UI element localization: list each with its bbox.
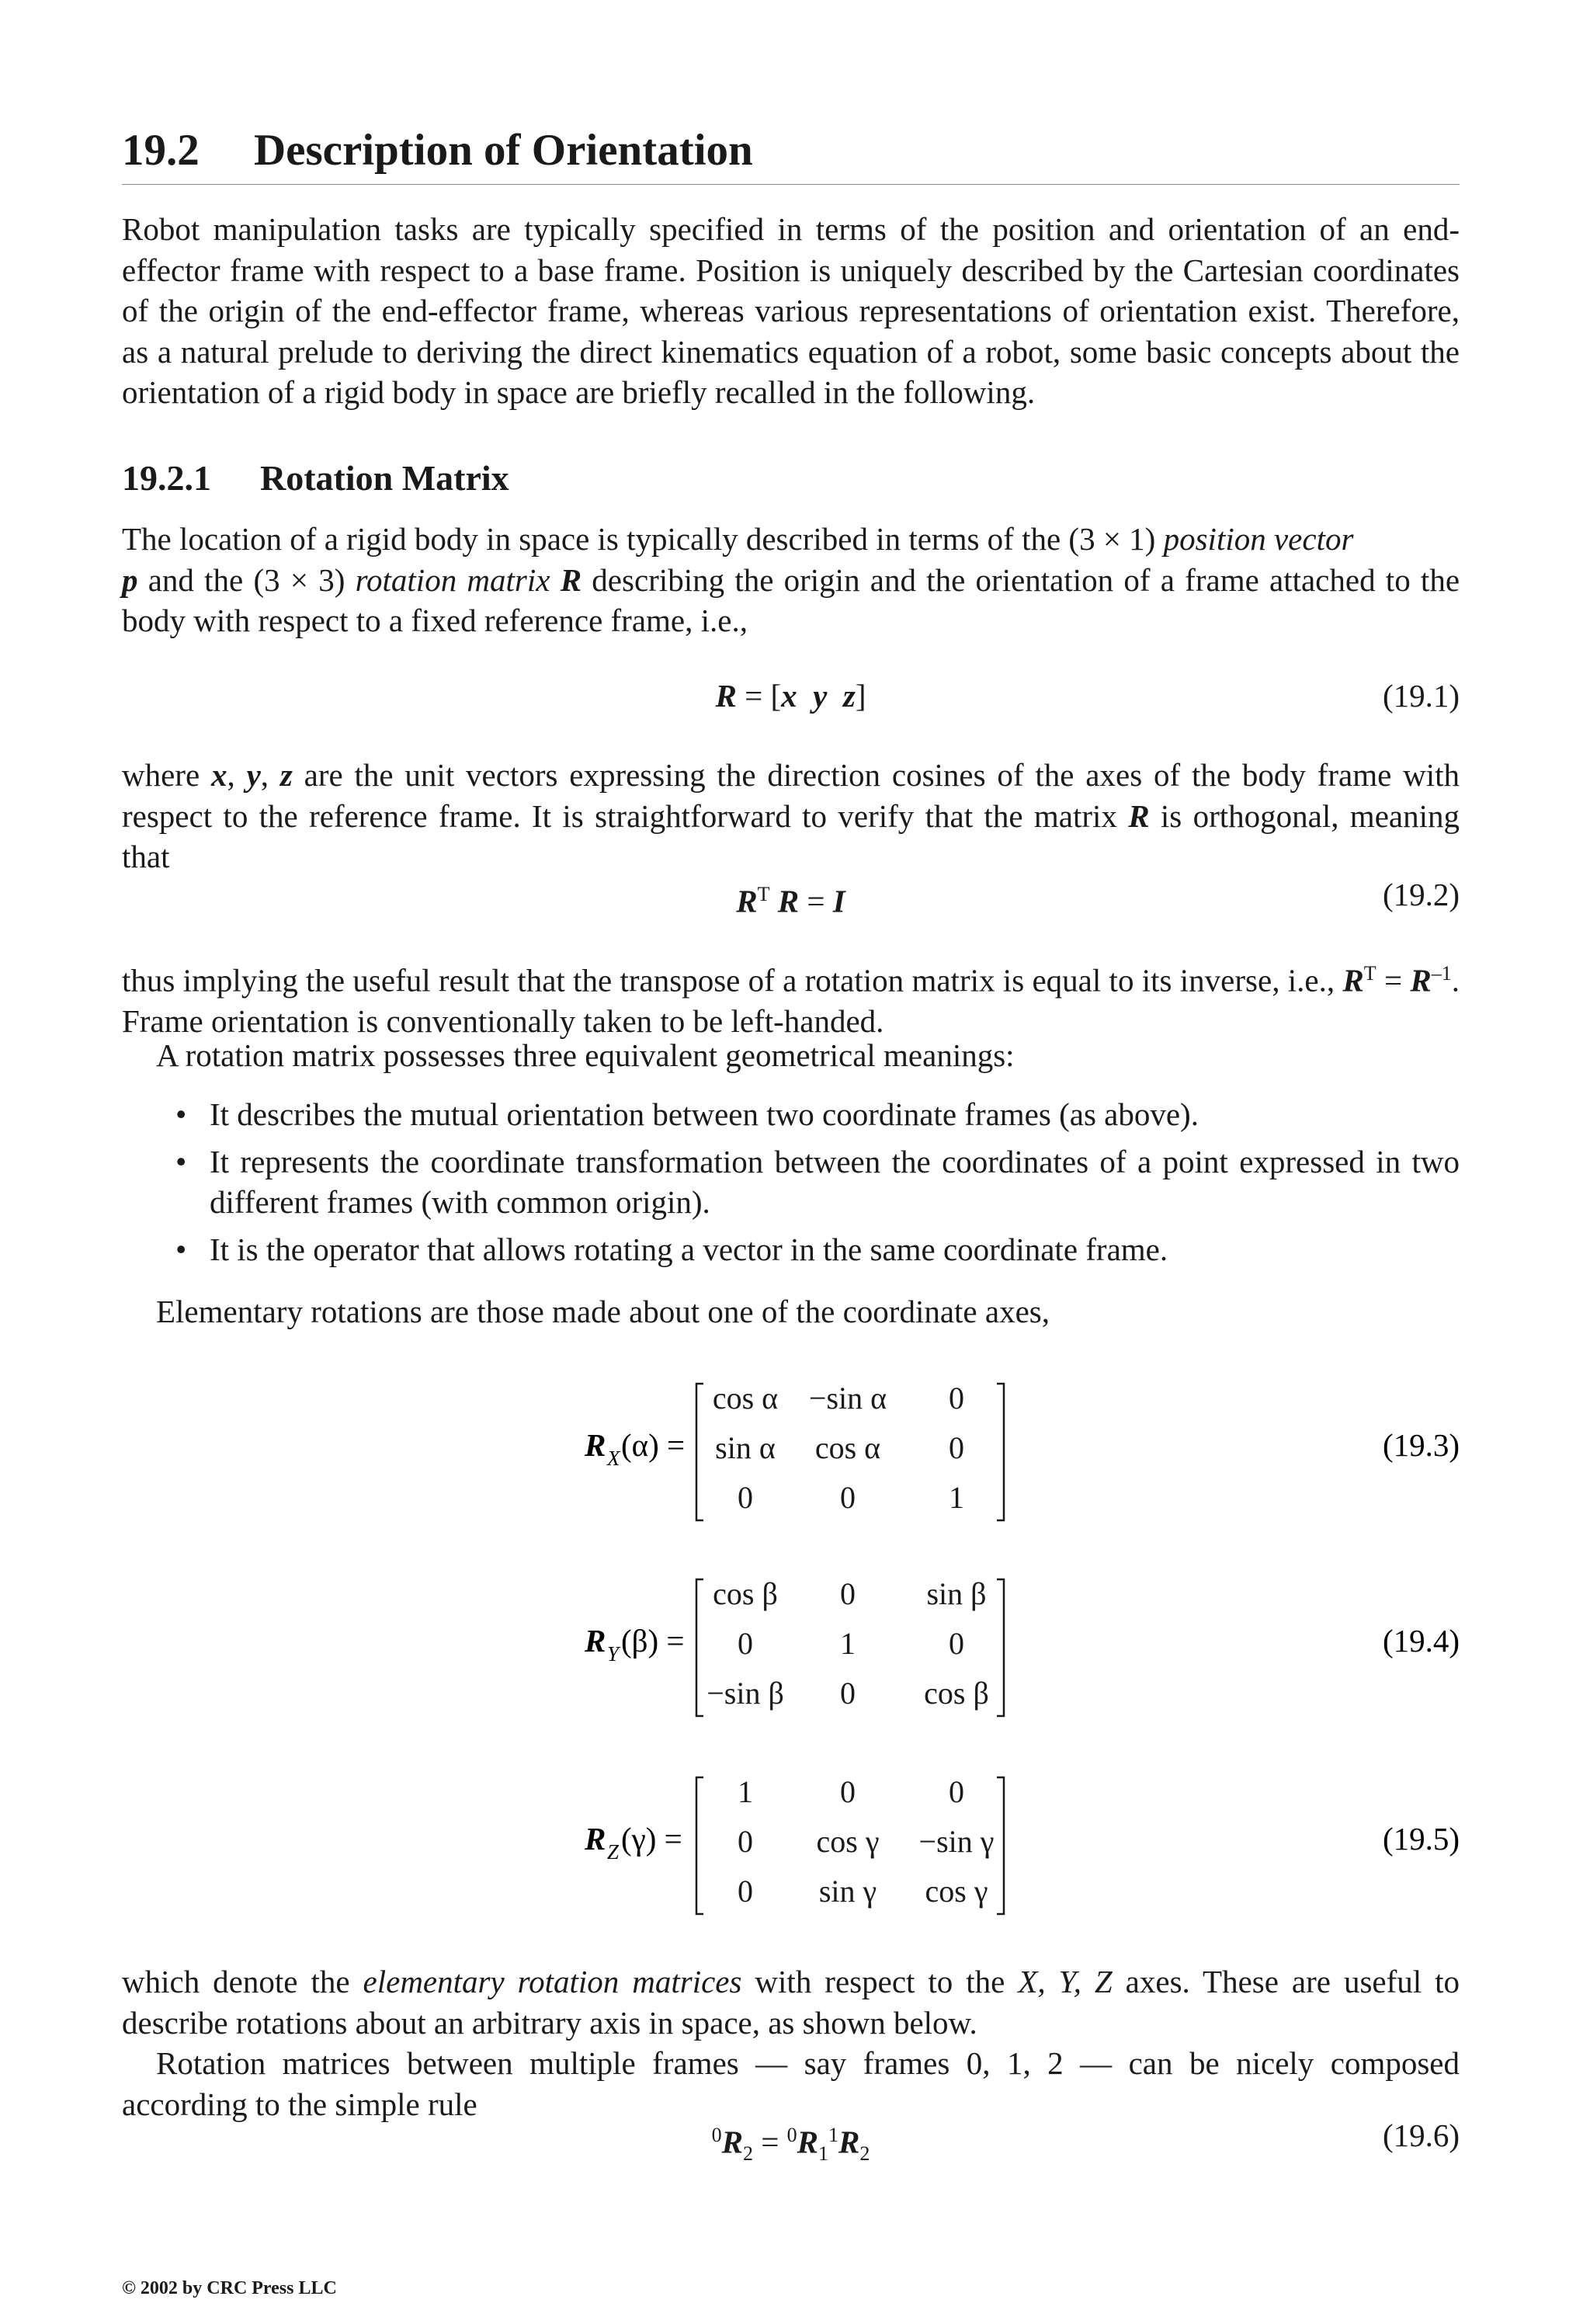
matrix-cell: −sin α xyxy=(808,1381,887,1416)
p2-text-b: are the unit vectors expressing the direction cosines of the axes of the body frame with respect to the reference frame. It is straightforward to verify that the matrix xyxy=(122,757,1460,834)
equation-number: (19.4) xyxy=(1382,1623,1460,1659)
eq2-T: T xyxy=(757,883,770,905)
eq2-R: R xyxy=(736,883,758,919)
matrix-cell: 0 xyxy=(949,1430,964,1465)
p2-sep1: , xyxy=(227,757,247,793)
paragraph-meanings: A rotation matrix possesses three equivalent geometrical meanings: xyxy=(156,1037,1015,1073)
matrix-cell: 0 xyxy=(738,1480,753,1515)
matrix-cell: 1 xyxy=(738,1774,753,1809)
eq6-sub1: 1 xyxy=(818,2142,828,2165)
section-title: Description of Orientation xyxy=(254,126,753,175)
p3-T: T xyxy=(1363,962,1376,985)
eq1-x: x xyxy=(781,678,797,714)
p3-inv: –1 xyxy=(1431,962,1452,985)
matrix-cell: 0 xyxy=(738,1626,753,1661)
eq6-sup1: 1 xyxy=(828,2124,838,2146)
section-number: 19.2 xyxy=(122,126,200,175)
matrix-cell: 0 xyxy=(949,1381,964,1416)
eq6-sup0a: 0 xyxy=(711,2124,722,2146)
matrix-cell: 0 xyxy=(840,1480,856,1515)
bullet-icon: • xyxy=(175,1143,187,1179)
eq1-lhs: R xyxy=(715,678,737,714)
eq2-I: I xyxy=(832,883,845,919)
matrix-subscript: Z xyxy=(607,1840,620,1864)
symbol-y: y xyxy=(246,757,261,793)
right-bracket xyxy=(997,1384,1004,1520)
subsection-title: Rotation Matrix xyxy=(260,458,509,498)
p2-text-a: where xyxy=(122,757,211,793)
list-item xyxy=(122,1229,1460,1270)
eq6-R: R xyxy=(721,2124,743,2160)
matrix-cell: 0 xyxy=(949,1626,964,1661)
term-elementary-rotation-matrices: elementary rotation matrices xyxy=(363,1964,742,1999)
eq1-close: ] xyxy=(855,678,866,714)
eq6-eq: = xyxy=(753,2124,787,2160)
paragraph-denote xyxy=(122,1961,1460,2043)
eq6-sub2a: 2 xyxy=(743,2142,753,2165)
equation-19-3 xyxy=(122,1374,1460,1530)
symbol-R: R xyxy=(1128,797,1150,834)
p3-eq: = xyxy=(1376,962,1411,999)
equation-19-4 xyxy=(122,1570,1460,1725)
eq1-y: y xyxy=(813,678,828,714)
equation-19-5 xyxy=(122,1768,1460,1923)
matrix-cell: −sin β xyxy=(706,1676,784,1711)
bullet-text: It represents the coordinate transformation between the coordinates of a point expressed in two different frames (with common origin). xyxy=(210,1143,1460,1220)
bullet-icon: • xyxy=(175,1231,187,1267)
matrix-cell: 0 xyxy=(738,1874,753,1909)
symbol-R: R xyxy=(560,561,582,598)
list-item xyxy=(122,1141,1460,1223)
p2-sep2: , xyxy=(260,757,280,793)
matrix-cell: cos α xyxy=(712,1381,779,1416)
subsection-number: 19.2.1 xyxy=(122,458,211,498)
p6-text-a: which denote the xyxy=(122,1964,363,1999)
paragraph-location xyxy=(122,519,1460,641)
matrix-cell: 0 xyxy=(738,1824,753,1859)
list-item xyxy=(122,1094,1460,1135)
bullet-text: It describes the mutual orientation between two coordinate frames (as above). xyxy=(210,1096,1199,1132)
heading-rule xyxy=(122,184,1460,185)
eq6-sup0b: 0 xyxy=(786,2124,797,2146)
matrix-R: R xyxy=(585,1427,606,1463)
matrix-subscript: X xyxy=(607,1447,620,1470)
paragraph-elementary: Elementary rotations are those made about one of the coordinate axes, xyxy=(156,1294,1050,1329)
matrix-cell: 1 xyxy=(949,1480,964,1515)
matrix-argument: (α) = xyxy=(621,1427,686,1463)
left-bracket xyxy=(696,1579,703,1716)
left-bracket xyxy=(696,1384,703,1520)
equation-19-6-body xyxy=(122,2115,1460,2174)
matrix-R: R xyxy=(585,1623,606,1659)
matrix-cell: −sin γ xyxy=(918,1824,995,1859)
p3-R-inv: R xyxy=(1410,962,1432,999)
matrix-cell: 1 xyxy=(840,1626,856,1661)
left-bracket xyxy=(696,1777,703,1914)
equation-number: (19.5) xyxy=(1382,1821,1460,1857)
matrix-cell: cos β xyxy=(924,1676,989,1711)
matrix-cell: cos α xyxy=(814,1430,881,1465)
eq1-open: = [ xyxy=(736,678,782,714)
p1-text-d: and the (3 × 3) xyxy=(137,561,356,598)
intro-paragraph: Robot manipulation tasks are typically specified in terms of the position and orientation of an end-effector frame with respect to a base frame. Position is uniquely described by the Cartesian coordinates of the origin of the end-effector frame, whereas various representations of orientation exist. Therefore, as a natural prelude to deriving the direct kinematics equation of a robot, some basic concepts about the orientation of a rigid body in space are briefly recalled in the following. xyxy=(122,211,1460,410)
equation-number: (19.3) xyxy=(1382,1427,1460,1463)
matrix-argument: (β) = xyxy=(621,1623,685,1659)
matrix-cell: cos β xyxy=(713,1576,778,1611)
eq6-R3: R xyxy=(838,2124,860,2160)
equation-number: (19.2) xyxy=(1382,877,1460,912)
paragraph-transpose xyxy=(122,954,1460,1042)
axes-xyz: X, Y, Z xyxy=(1018,1964,1113,1999)
p6-text-c: with respect to the xyxy=(741,1964,1019,1999)
eq6-R2: R xyxy=(797,2124,818,2160)
bullet-text: It is the operator that allows rotating a vector in the same coordinate frame. xyxy=(210,1231,1168,1267)
bullet-icon: • xyxy=(175,1096,187,1132)
p1-text-g: describing the origin and the orientation of a frame attached to the body with respect to a fixed reference frame, i.e., xyxy=(122,561,1460,638)
matrix-cell: cos γ xyxy=(816,1824,880,1859)
subsection-heading xyxy=(122,457,1460,500)
eq1-z: z xyxy=(842,678,856,714)
matrix-cell: 0 xyxy=(840,1774,856,1809)
term-position-vector: position vector xyxy=(1163,521,1354,557)
paragraph-unit-vectors xyxy=(122,755,1460,877)
matrix-cell: 0 xyxy=(840,1676,856,1711)
symbol-z: z xyxy=(279,757,293,793)
p2-text-c: is orthogonal, meaning that xyxy=(122,797,1460,874)
matrix-cell: 0 xyxy=(840,1576,856,1611)
equation-19-2-body xyxy=(122,874,1460,922)
p6-text-e: axes. These are useful to describe rotations about an arbitrary axis in space, as shown below. xyxy=(122,1964,1460,2041)
symbol-x: x xyxy=(210,757,227,793)
paragraph-composition: Rotation matrices between multiple frames — say frames 0, 1, 2 — can be nicely composed according to the simple rule xyxy=(122,2045,1460,2122)
matrix-subscript: Y xyxy=(607,1642,620,1666)
matrix-argument: (γ) = xyxy=(621,1821,682,1857)
matrix-cell: sin α xyxy=(715,1430,776,1465)
matrix-cell: 0 xyxy=(949,1774,964,1809)
matrix-cell: cos γ xyxy=(925,1874,988,1909)
eq2-R2: R xyxy=(769,883,800,919)
symbol-p: p xyxy=(122,561,138,598)
matrix-cell: sin γ xyxy=(818,1874,877,1909)
eq2-eq: = xyxy=(799,883,833,919)
equation-number: (19.1) xyxy=(1382,678,1460,714)
right-bracket xyxy=(997,1579,1004,1716)
copyright-footer: © 2002 by CRC Press LLC xyxy=(122,2278,337,2298)
matrix-R: R xyxy=(585,1821,606,1857)
equation-number: (19.6) xyxy=(1382,2117,1460,2153)
right-bracket xyxy=(997,1777,1004,1914)
p3-R: R xyxy=(1342,962,1364,999)
p3-text-a: thus implying the useful result that the transpose of a rotation matrix is equal to its inverse, i.e., xyxy=(122,962,1343,999)
matrix-cell: sin β xyxy=(926,1576,987,1611)
bullet-list xyxy=(122,1094,1460,1276)
p1-text-a: The location of a rigid body in space is typically described in terms of the (3 × 1) xyxy=(122,521,1164,557)
equation-19-1-body xyxy=(122,676,1460,716)
eq6-sub2b: 2 xyxy=(859,2142,870,2165)
term-rotation-matrix: rotation matrix xyxy=(355,561,550,598)
section-heading xyxy=(122,123,1460,178)
p3-text-b: . Frame orientation is conventionally taken to be left-handed. xyxy=(122,962,1460,1040)
